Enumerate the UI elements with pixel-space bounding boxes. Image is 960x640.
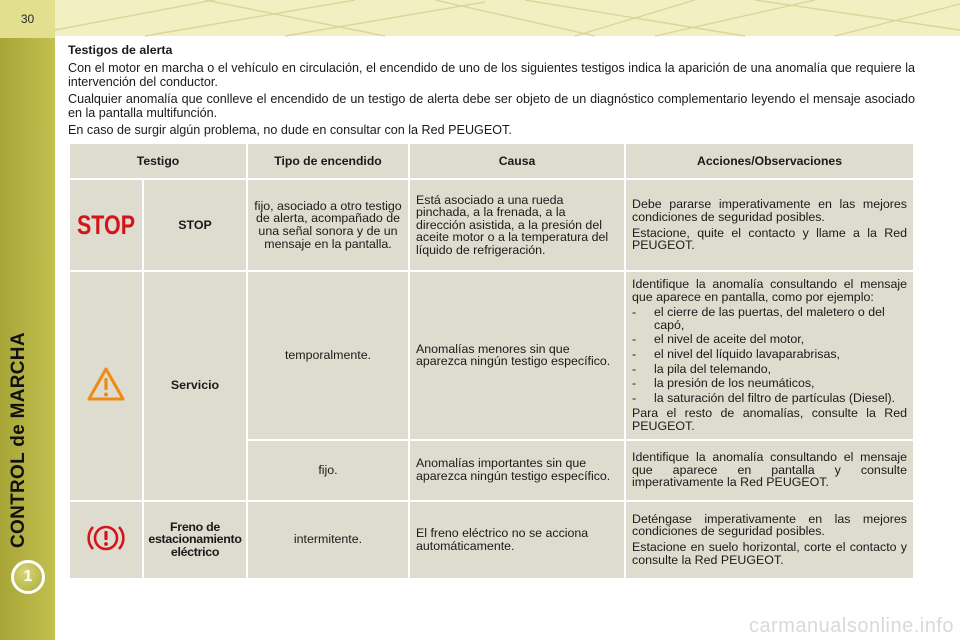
section-badge: 1	[11, 560, 45, 594]
stop-name: STOP	[144, 180, 246, 270]
list-item: - la presión de los neumáticos,	[632, 377, 907, 390]
service-causa: Anomalías importantes sin que aparezca ningún testigo específico.	[410, 441, 624, 500]
svg-text:STOP: STOP	[77, 209, 135, 240]
stop-causa: Está asociado a una rueda pinchada, a la frenada, a la dirección asistida, a la presión del aceite motor o a la temperatura del líquido de refrigeración.	[410, 180, 624, 270]
intro-paragraph: Con el motor en marcha o el vehículo en circulación, el encendido de uno de los siguientes testigos indica la aparición de una anomalía que requiere la intervención del conductor.	[68, 61, 915, 89]
brake-acciones	[626, 502, 913, 578]
table-row	[70, 272, 913, 439]
acciones-paragraph: Deténgase imperativamente en las mejores condiciones de seguridad posibles.	[632, 511, 907, 539]
acciones-paragraph: Identifique la anomalía consultando el mensaje que aparece en pantalla y consulte imperativamente la Red PEUGEOT.	[632, 450, 907, 490]
brake-name: Freno de estacionamiento eléctrico	[144, 502, 246, 578]
banner-pattern	[55, 0, 960, 36]
page-number: 30	[0, 0, 55, 38]
sidebar	[0, 0, 55, 640]
table-row	[70, 180, 913, 270]
service-acciones	[626, 441, 913, 500]
header-acciones: Acciones/Observaciones	[626, 144, 913, 178]
list-item: - el cierre de las puertas, del maletero o del capó,	[632, 306, 907, 331]
service-name: Servicio	[144, 272, 246, 500]
list-item: - el nivel de aceite del motor,	[632, 333, 907, 346]
parking-brake-icon	[85, 522, 127, 554]
header-banner	[55, 0, 960, 36]
list-item: - el nivel del líquido lavaparabrisas,	[632, 348, 907, 361]
intro-paragraph: En caso de surgir algún problema, no dude en consultar con la Red PEUGEOT.	[68, 123, 512, 137]
table-header-row	[70, 144, 913, 178]
warning-lights-table	[68, 142, 915, 580]
table-row	[70, 502, 913, 578]
list-item: - la pila del telemando,	[632, 363, 907, 376]
acciones-paragraph: Estacione, quite el contacto y llame a la Red PEUGEOT.	[632, 225, 907, 253]
acciones-paragraph: Identifique la anomalía consultando el mensaje que aparece en pantalla, como por ejemplo:	[632, 277, 907, 304]
header-causa: Causa	[410, 144, 624, 178]
anomaly-list	[632, 306, 907, 404]
acciones-paragraph: Para el resto de anomalías, consulte la Red PEUGEOT.	[632, 406, 907, 433]
stop-icon	[75, 209, 137, 239]
header-tipo: Tipo de encendido	[248, 144, 408, 178]
list-item: - la saturación del filtro de partículas (Diesel).	[632, 392, 907, 405]
brake-causa: El freno eléctrico no se acciona automáticamente.	[410, 502, 624, 578]
section-heading: Testigos de alerta	[68, 43, 173, 57]
brake-icon-cell	[70, 502, 142, 578]
stop-icon-cell	[70, 180, 142, 270]
watermark: carmanualsonline.info	[748, 615, 954, 637]
stop-acciones	[626, 180, 913, 270]
service-tipo: temporalmente.	[248, 272, 408, 439]
acciones-paragraph: Estacione en suelo horizontal, corte el contacto y consulte la Red PEUGEOT.	[632, 540, 907, 567]
warning-triangle-icon	[86, 366, 126, 402]
service-icon-cell	[70, 272, 142, 500]
intro-section	[68, 43, 915, 140]
section-title: CONTROL de MARCHA	[8, 332, 29, 548]
brake-tipo: intermitente.	[248, 502, 408, 578]
acciones-paragraph: Debe pararse imperativamente en las mejores condiciones de seguridad posibles.	[632, 197, 907, 224]
intro-paragraph: Cualquier anomalía que conlleve el encendido de un testigo de alerta debe ser objeto de un diagnóstico complementario leyendo el mensaje asociado en la pantalla multifunción.	[68, 92, 915, 120]
service-causa: Anomalías menores sin que aparezca ningún testigo específico.	[410, 272, 624, 439]
service-tipo: fijo.	[248, 441, 408, 500]
service-acciones	[626, 272, 913, 439]
header-testigo: Testigo	[70, 144, 246, 178]
stop-tipo: fijo, asociado a otro testigo de alerta, acompañado de una señal sonora y de un mensaje en la pantalla.	[248, 180, 408, 270]
